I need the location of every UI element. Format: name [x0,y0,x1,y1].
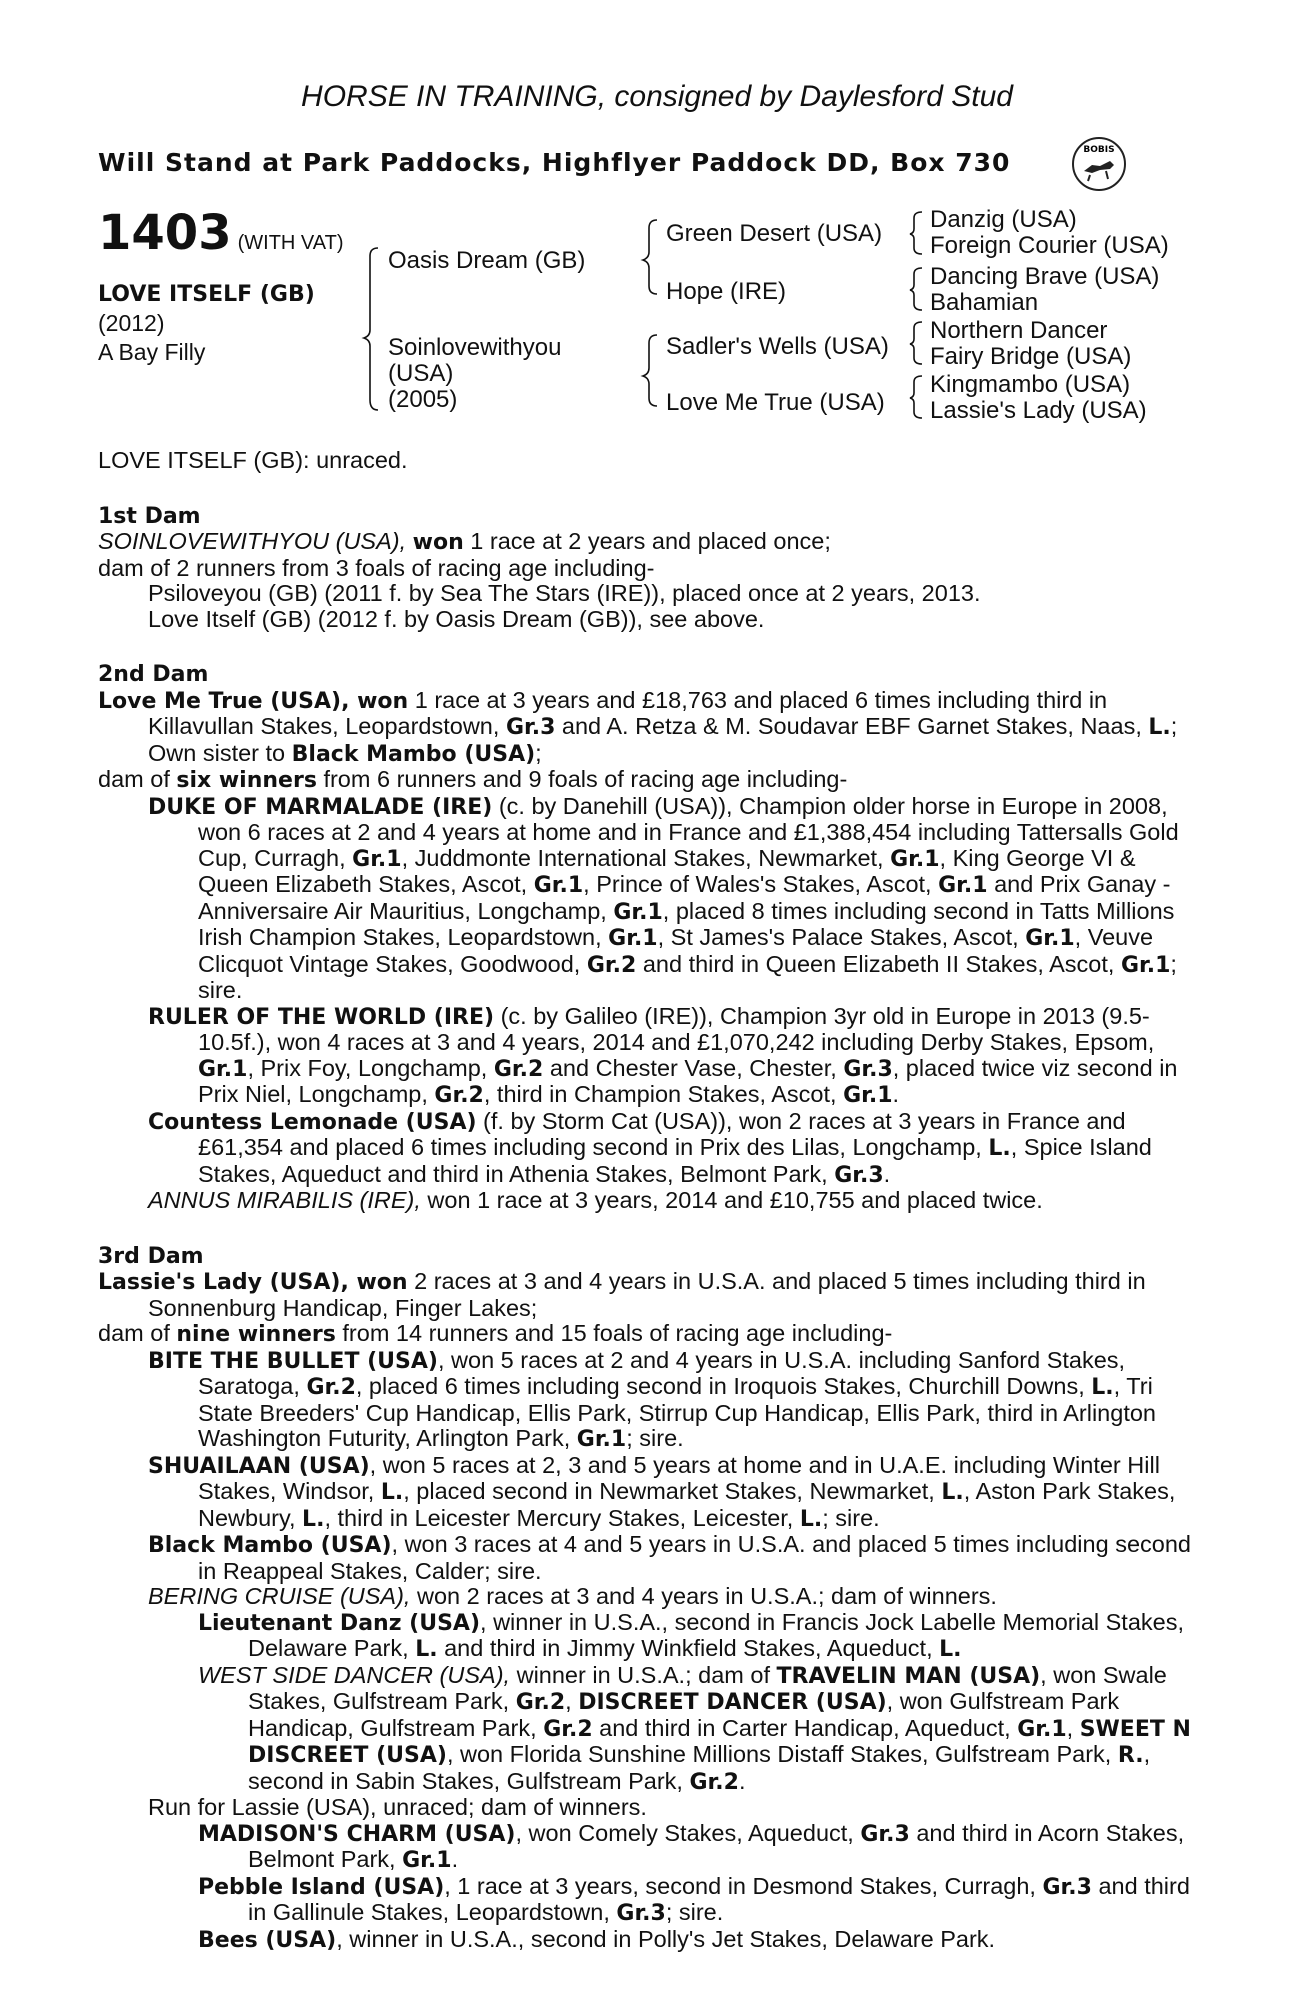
page-header: HORSE IN TRAINING, consigned by Daylesford Stud [301,80,1013,113]
dam1-produce: dam of 2 runners from 3 foals of racing age including- [98,554,655,581]
produce-lieutenant-danz: Lieutenant Danz (USA), winner in U.S.A., second in Francis Jock Labelle Memorial Stakes, Delaware Park, L. and third in Jimmy Winkfield Stakes, Aqueduct, L. [198,1608,1185,1662]
unraced-note: LOVE ITSELF (GB): unraced. [98,447,408,473]
ped-sds: Dancing Brave (USA) [930,263,1160,290]
ped-dam-line3: (2005) [388,386,458,413]
ped-sire: Oasis Dream (GB) [388,247,586,274]
produce-ruler-of-the-world: RULER OF THE WORLD (IRE) (c. by Galileo (IRE)), Champion 3yr old in Europe in 2013 (9.5-10.5f.), won 4 races at 3 and 4 years, 2014 and £1,070,242 including Derby Stakes, Epsom, Gr.1, Prix Foy, Longchamp, Gr.2 and Chester Vase, Chester, Gr.3, placed twice viz second in Prix Niel, Longchamp, Gr.2, third in Champion Stakes, Ascot, Gr.1. [148,1002,1178,1108]
produce-west-side-dancer: WEST SIDE DANCER (USA), winner in U.S.A.; dam of TRAVELIN MAN (USA), won Swale Stakes, Gulfstream Park, Gr.2, DISCREET DANCER (USA), won Gulfstream Park Handicap, Gulfstream Park, Gr.2 and third in Carter Handicap, Aqueduct, Gr.1, SWEET N DISCREET (USA), won Florida Sunshine Millions Distaff Stakes, Gulfstream Park, R., second in Sabin Stakes, Gulfstream Park, Gr.2. [198,1661,1191,1795]
ped-dam-line1: Soinlovewithyou [388,334,562,361]
produce-madisons-charm: MADISON'S CHARM (USA), won Comely Stakes, Aqueduct, Gr.3 and third in Acorn Stakes, Belmont Park, Gr.1. [198,1819,1185,1873]
dam1-heading: 1st Dam [98,503,201,529]
ped-dam-dam: Love Me True (USA) [666,389,885,416]
dam3-heading: 3rd Dam [98,1243,204,1269]
horse-year: (2012) [98,310,165,336]
bobis-text: BOBIS [1083,145,1115,155]
dam3-produce: dam of nine winners from 14 runners and 15 foals of racing age including- [98,1320,893,1347]
produce-countess-lemonade: Countess Lemonade (USA) (f. by Storm Cat (USA)), won 2 races at 3 years in France and £61,354 and placed 6 times including second in Prix des Lilas, Longchamp, L., Spice Island Stakes, Aqueduct and third in Athenia Stakes, Belmont Park, Gr.3. [148,1107,1152,1188]
produce-shuailaan: SHUAILAAN (USA), won 5 races at 2, 3 and 5 years at home and in U.A.E. including Winter Hill Stakes, Windsor, L., placed second in Newmarket Stakes, Newmarket, L., Aston Park Stakes, Newbury, L., third in Leicester Mercury Stakes, Leicester, L.; sire. [148,1451,1176,1532]
produce-duke-of-marmalade: DUKE OF MARMALADE (IRE) (c. by Danehill (USA)), Champion older horse in Europe in 2008, won 6 races at 2 and 4 years at home and in France and £1,388,454 including Tattersalls Gold Cup, Curragh, Gr.1, Juddmonte International Stakes, Newmarket, Gr.1, King George VI & Queen Elizabeth Stakes, Ascot, Gr.1, Prince of Wales's Stakes, Ascot, Gr.1 and Prix Ganay - Anniversaire Air Mauritius, Longchamp, Gr.1, placed 8 times including second in Tatts Millions Irish Champion Stakes, Leopardstown, Gr.1, St James's Palace Stakes, Ascot, Gr.1, Veuve Clicquot Vintage Stakes, Goodwood, Gr.2 and third in Queen Elizabeth II Stakes, Ascot, Gr.1; sire. [148,792,1179,1003]
ped-sdd: Bahamian [930,289,1039,316]
dam1-record: SOINLOVEWITHYOU (USA), won 1 race at 2 years and placed once; [98,528,831,555]
horse-name: LOVE ITSELF (GB) [98,282,315,307]
dam3-record: Lassie's Lady (USA), won 2 races at 3 and 4 years in U.S.A. and placed 5 times including third in Sonnenburg Handicap, Finger Lakes; [98,1268,1146,1321]
ped-ssd: Foreign Courier (USA) [930,232,1169,259]
ped-sire-dam: Hope (IRE) [666,278,787,305]
produce-bering-cruise: BERING CRUISE (USA), won 2 races at 3 and 4 years in U.S.A.; dam of winners. [148,1583,997,1609]
horse-desc: A Bay Filly [98,339,206,365]
ped-sire-sire: Green Desert (USA) [666,220,883,247]
ped-dss: Northern Dancer [930,317,1108,344]
lot-number: 1403 [98,205,232,261]
produce-black-mambo: Black Mambo (USA), won 3 races at 4 and 5 years in U.S.A. and placed 5 times including second in Reappeal Stakes, Calder; sire. [148,1531,1191,1584]
dam2-produce: dam of six winners from 6 runners and 9 foals of racing age including- [98,766,848,793]
produce-annus-mirabilis: ANNUS MIRABILIS (IRE), won 1 race at 3 years, 2014 and £10,755 and placed twice. [148,1187,1043,1213]
dam1-foal-1: Psiloveyou (GB) (2011 f. by Sea The Stars (IRE)), placed once at 2 years, 2013. [148,580,981,606]
ped-ddd: Lassie's Lady (USA) [930,397,1147,424]
produce-run-for-lassie: Run for Lassie (USA), unraced; dam of winners. [148,1794,647,1820]
catalogue-body [98,448,1198,1953]
ped-dam-line2: (USA) [388,360,454,387]
dam1-foal-2: Love Itself (GB) (2012 f. by Oasis Dream (GB)), see above. [148,605,765,632]
dam2-record: Love Me True (USA), won 1 race at 3 years and £18,763 and placed 6 times including third in Killavullan Stakes, Leopardstown, Gr.3 and A. Retza & M. Soudavar EBF Garnet Stakes, Naas, L.; Own sister to Black Mambo (USA); [98,686,1178,767]
ped-dam-sire: Sadler's Wells (USA) [666,333,889,360]
ped-sss: Danzig (USA) [930,206,1077,233]
vat-label: (WITH VAT) [237,232,344,254]
dam2-heading: 2nd Dam [98,662,209,687]
produce-bees: Bees (USA), winner in U.S.A., second in Polly's Jet Stakes, Delaware Park. [198,1925,996,1953]
ped-dsd: Fairy Bridge (USA) [930,343,1132,370]
ped-dds: Kingmambo (USA) [930,371,1131,398]
produce-pebble-island: Pebble Island (USA), 1 race at 3 years, second in Desmond Stakes, Curragh, Gr.3 and third in Gallinule Stakes, Leopardstown, Gr.3; sire. [198,1872,1190,1926]
produce-bite-the-bullet: BITE THE BULLET (USA), won 5 races at 2 and 4 years in U.S.A. including Sanford Stakes, Saratoga, Gr.2, placed 6 times including second in Iroquois Stakes, Churchill Downs, L., Tri State Breeders' Cup Handicap, Ellis Park, Stirrup Cup Handicap, Ellis Park, third in Arlington Washington Futurity, Arlington Park, Gr.1; sire. [148,1346,1156,1452]
stand-location: Will Stand at Park Paddocks, Highflyer Paddock DD, Box 730 [98,148,1011,177]
